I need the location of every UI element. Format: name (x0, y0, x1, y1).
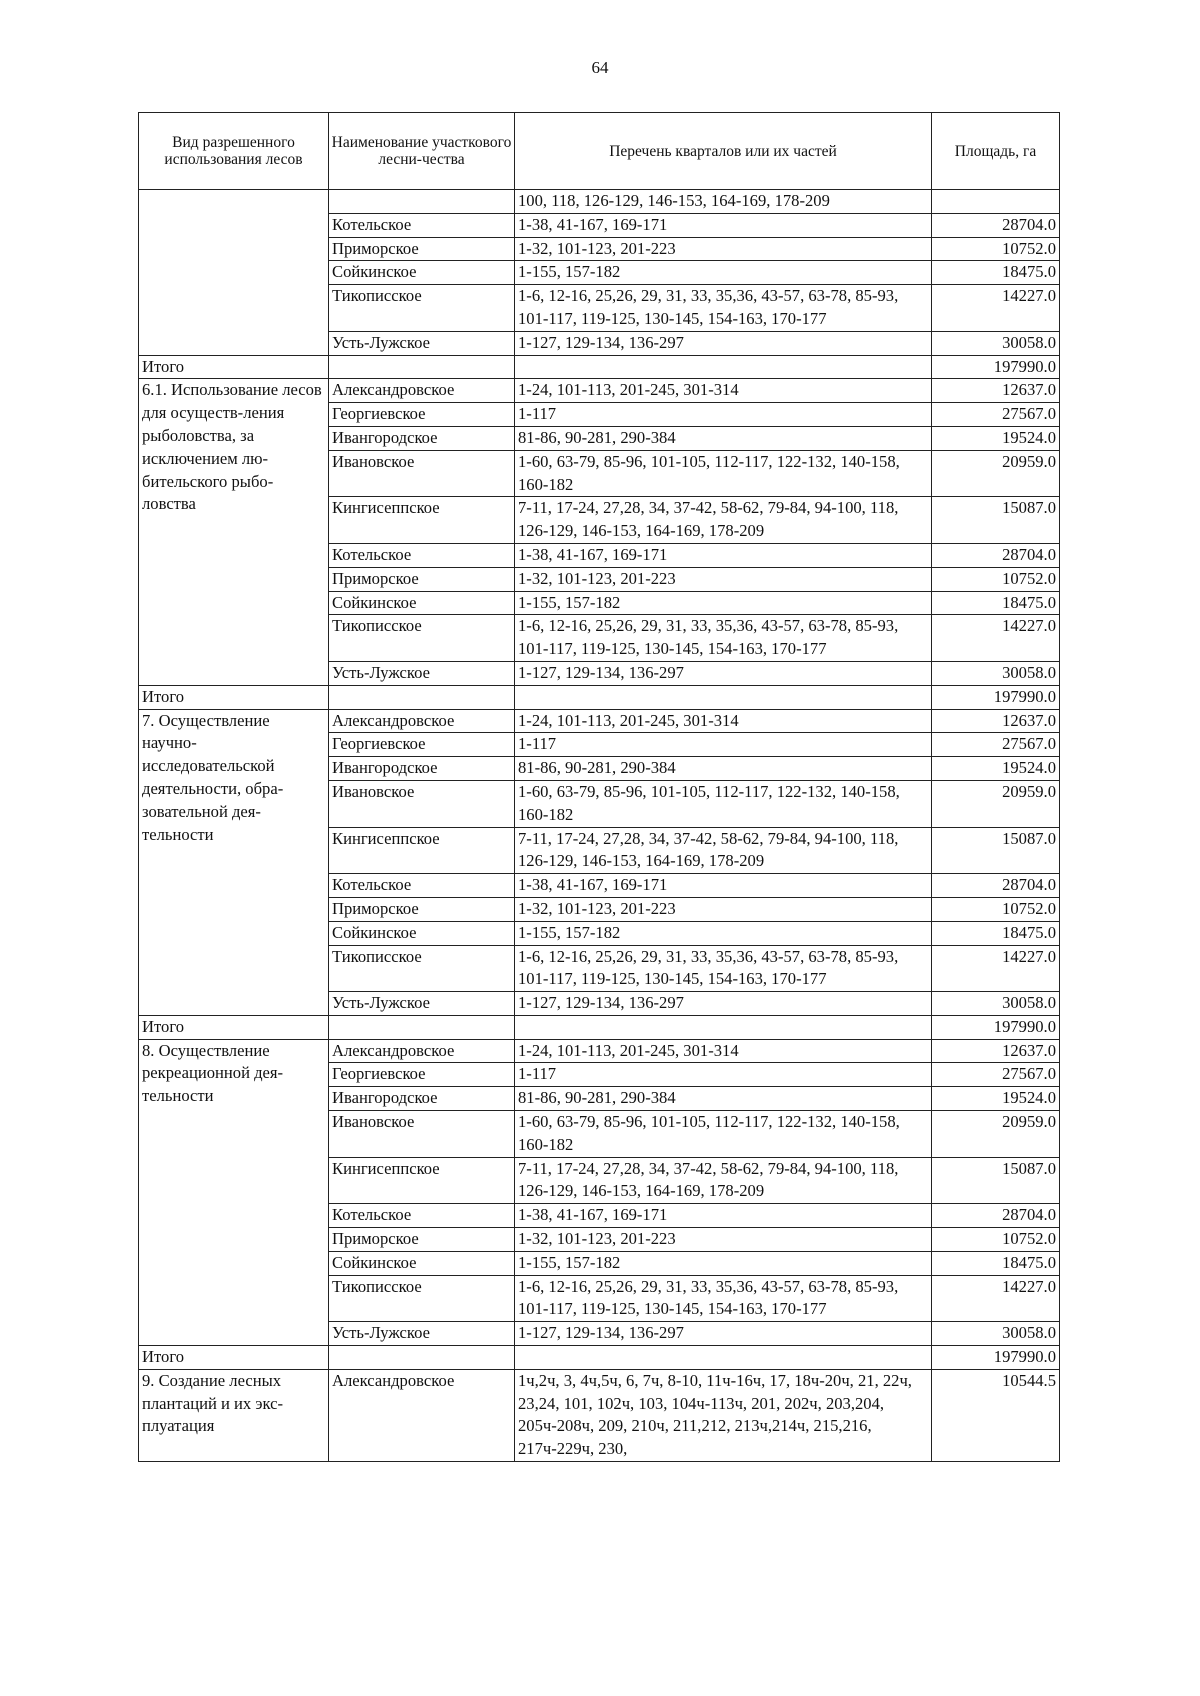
quarters-cell: 1-32, 101-123, 201-223 (515, 897, 932, 921)
quarters-cell: 1-155, 157-182 (515, 921, 932, 945)
header-area: Площадь, га (932, 113, 1060, 190)
quarters-cell: 1-38, 41-167, 169-171 (515, 874, 932, 898)
forestry-name-cell: Котельское (329, 1204, 515, 1228)
total-label: Итого (139, 1015, 329, 1039)
area-cell: 15087.0 (932, 497, 1060, 544)
forestry-name-cell: Котельское (329, 543, 515, 567)
table-row (139, 1039, 1060, 1063)
forestry-name-cell: Тикописское (329, 945, 515, 992)
header-usage-type: Вид разрешенного использования лесов (139, 113, 329, 190)
quarters-cell: 1-155, 157-182 (515, 261, 932, 285)
quarters-cell: 1-60, 63-79, 85-96, 101-105, 112-117, 122-132, 140-158, 160-182 (515, 1111, 932, 1158)
total-area-cell: 197990.0 (932, 1346, 1060, 1370)
total-area-cell: 197990.0 (932, 685, 1060, 709)
area-cell (932, 190, 1060, 214)
area-cell: 27567.0 (932, 1063, 1060, 1087)
quarters-cell: 1-32, 101-123, 201-223 (515, 1228, 932, 1252)
forestry-name-cell: Георгиевское (329, 403, 515, 427)
quarters-cell: 1-24, 101-113, 201-245, 301-314 (515, 1039, 932, 1063)
forestry-name-cell: Усть-Лужское (329, 331, 515, 355)
quarters-cell: 7-11, 17-24, 27,28, 34, 37-42, 58-62, 79-84, 94-100, 118, 126-129, 146-153, 164-169, 178-209 (515, 497, 932, 544)
quarters-cell: 1-155, 157-182 (515, 591, 932, 615)
quarters-cell: 1ч,2ч, 3, 4ч,5ч, 6, 7ч, 8-10, 11ч-16ч, 17, 18ч-20ч, 21, 22ч, 23,24, 101, 102ч, 103, 104ч-113ч, 201, 202ч, 203,204, 205ч-208ч, 209, 210ч, 211,212, 213ч,214ч, 215,216, 217ч-229ч, 230, (515, 1369, 932, 1461)
total-area-cell: 197990.0 (932, 1015, 1060, 1039)
area-cell: 10752.0 (932, 897, 1060, 921)
forestry-name-cell: Усть-Лужское (329, 992, 515, 1016)
forestry-name-cell: Ивановское (329, 1111, 515, 1158)
area-cell: 20959.0 (932, 450, 1060, 497)
quarters-cell: 81-86, 90-281, 290-384 (515, 757, 932, 781)
area-cell: 14227.0 (932, 285, 1060, 332)
forestry-name-cell: Георгиевское (329, 733, 515, 757)
quarters-cell: 1-117 (515, 733, 932, 757)
forestry-name-cell: Александровское (329, 1369, 515, 1461)
forestry-name-cell: Сойкинское (329, 261, 515, 285)
quarters-cell: 1-127, 129-134, 136-297 (515, 1322, 932, 1346)
usage-category-cell: 7. Осуществление научно-исследовательской деятельности, обра-зовательной дея-тельности (139, 709, 329, 1015)
forestry-name-cell: Александровское (329, 709, 515, 733)
total-row (139, 1015, 1060, 1039)
area-cell: 10752.0 (932, 567, 1060, 591)
blank-cell (515, 1346, 932, 1370)
quarters-cell: 7-11, 17-24, 27,28, 34, 37-42, 58-62, 79-84, 94-100, 118, 126-129, 146-153, 164-169, 178-209 (515, 1157, 932, 1204)
area-cell: 10752.0 (932, 237, 1060, 261)
header-forestry-name: Наименование участкового лесни-чества (329, 113, 515, 190)
area-cell: 18475.0 (932, 921, 1060, 945)
area-cell: 28704.0 (932, 543, 1060, 567)
usage-category-cell (139, 190, 329, 356)
quarters-cell: 100, 118, 126-129, 146-153, 164-169, 178-209 (515, 190, 932, 214)
forestry-name-cell: Александровское (329, 1039, 515, 1063)
table-row (139, 190, 1060, 214)
area-cell: 18475.0 (932, 1251, 1060, 1275)
forestry-name-cell: Ивангородское (329, 1087, 515, 1111)
area-cell: 14227.0 (932, 615, 1060, 662)
area-cell: 19524.0 (932, 757, 1060, 781)
forestry-name-cell (329, 190, 515, 214)
forestry-name-cell: Приморское (329, 567, 515, 591)
total-row (139, 355, 1060, 379)
area-cell: 28704.0 (932, 874, 1060, 898)
forestry-name-cell: Тикописское (329, 1275, 515, 1322)
total-row (139, 1346, 1060, 1370)
forestry-name-cell: Кингисеппское (329, 827, 515, 874)
area-cell: 12637.0 (932, 709, 1060, 733)
usage-category-cell: 9. Создание лесных плантаций и их экс-плуатация (139, 1369, 329, 1461)
quarters-cell: 1-60, 63-79, 85-96, 101-105, 112-117, 122-132, 140-158, 160-182 (515, 780, 932, 827)
usage-category-cell: 8. Осуществление рекреационной дея-тельности (139, 1039, 329, 1345)
quarters-cell: 1-38, 41-167, 169-171 (515, 543, 932, 567)
page-number: 64 (591, 58, 609, 77)
blank-cell (515, 685, 932, 709)
blank-cell (329, 685, 515, 709)
blank-cell (329, 1015, 515, 1039)
forestry-name-cell: Котельское (329, 874, 515, 898)
area-cell: 19524.0 (932, 426, 1060, 450)
table-body (139, 190, 1060, 1462)
total-row (139, 685, 1060, 709)
quarters-cell: 1-24, 101-113, 201-245, 301-314 (515, 709, 932, 733)
forestry-name-cell: Ивановское (329, 450, 515, 497)
quarters-cell: 1-155, 157-182 (515, 1251, 932, 1275)
quarters-cell: 1-127, 129-134, 136-297 (515, 661, 932, 685)
area-cell: 14227.0 (932, 1275, 1060, 1322)
quarters-cell: 1-38, 41-167, 169-171 (515, 213, 932, 237)
forestry-name-cell: Усть-Лужское (329, 1322, 515, 1346)
area-cell: 19524.0 (932, 1087, 1060, 1111)
quarters-cell: 81-86, 90-281, 290-384 (515, 1087, 932, 1111)
total-label: Итого (139, 355, 329, 379)
area-cell: 20959.0 (932, 780, 1060, 827)
forestry-name-cell: Приморское (329, 897, 515, 921)
blank-cell (515, 1015, 932, 1039)
total-label: Итого (139, 1346, 329, 1370)
area-cell: 14227.0 (932, 945, 1060, 992)
forestry-name-cell: Тикописское (329, 285, 515, 332)
header-quarters-list: Перечень кварталов или их частей (515, 113, 932, 190)
area-cell: 18475.0 (932, 591, 1060, 615)
forestry-name-cell: Ивангородское (329, 757, 515, 781)
forestry-name-cell: Приморское (329, 1228, 515, 1252)
quarters-cell: 1-6, 12-16, 25,26, 29, 31, 33, 35,36, 43-57, 63-78, 85-93, 101-117, 119-125, 130-145, 154-163, 170-177 (515, 615, 932, 662)
total-area-cell: 197990.0 (932, 355, 1060, 379)
area-cell: 12637.0 (932, 1039, 1060, 1063)
area-cell: 30058.0 (932, 661, 1060, 685)
table-row (139, 709, 1060, 733)
forestry-name-cell: Кингисеппское (329, 1157, 515, 1204)
area-cell: 30058.0 (932, 992, 1060, 1016)
blank-cell (515, 355, 932, 379)
forestry-name-cell: Ивановское (329, 780, 515, 827)
quarters-cell: 1-6, 12-16, 25,26, 29, 31, 33, 35,36, 43-57, 63-78, 85-93, 101-117, 119-125, 130-145, 154-163, 170-177 (515, 945, 932, 992)
forestry-name-cell: Сойкинское (329, 1251, 515, 1275)
blank-cell (329, 355, 515, 379)
area-cell: 18475.0 (932, 261, 1060, 285)
forestry-name-cell: Георгиевское (329, 1063, 515, 1087)
forest-use-table (138, 112, 1060, 1462)
area-cell: 15087.0 (932, 827, 1060, 874)
quarters-cell: 1-127, 129-134, 136-297 (515, 992, 932, 1016)
area-cell: 28704.0 (932, 1204, 1060, 1228)
table-row (139, 379, 1060, 403)
area-cell: 30058.0 (932, 1322, 1060, 1346)
quarters-cell: 1-38, 41-167, 169-171 (515, 1204, 932, 1228)
forestry-name-cell: Сойкинское (329, 921, 515, 945)
area-cell: 20959.0 (932, 1111, 1060, 1158)
area-cell: 27567.0 (932, 403, 1060, 427)
area-cell: 30058.0 (932, 331, 1060, 355)
quarters-cell: 1-127, 129-134, 136-297 (515, 331, 932, 355)
quarters-cell: 7-11, 17-24, 27,28, 34, 37-42, 58-62, 79-84, 94-100, 118, 126-129, 146-153, 164-169, 178-209 (515, 827, 932, 874)
area-cell: 28704.0 (932, 213, 1060, 237)
area-cell: 15087.0 (932, 1157, 1060, 1204)
forestry-name-cell: Усть-Лужское (329, 661, 515, 685)
forestry-name-cell: Котельское (329, 213, 515, 237)
forestry-name-cell: Сойкинское (329, 591, 515, 615)
quarters-cell: 1-60, 63-79, 85-96, 101-105, 112-117, 122-132, 140-158, 160-182 (515, 450, 932, 497)
table-header-row (139, 113, 1060, 190)
total-label: Итого (139, 685, 329, 709)
quarters-cell: 1-24, 101-113, 201-245, 301-314 (515, 379, 932, 403)
blank-cell (329, 1346, 515, 1370)
area-cell: 12637.0 (932, 379, 1060, 403)
area-cell: 10752.0 (932, 1228, 1060, 1252)
quarters-cell: 81-86, 90-281, 290-384 (515, 426, 932, 450)
area-cell: 10544.5 (932, 1369, 1060, 1461)
forestry-name-cell: Ивангородское (329, 426, 515, 450)
forestry-name-cell: Приморское (329, 237, 515, 261)
area-cell: 27567.0 (932, 733, 1060, 757)
quarters-cell: 1-32, 101-123, 201-223 (515, 237, 932, 261)
usage-category-cell: 6.1. Использование лесов для осуществ-ления рыболовства, за исключением лю-бительского рыбо-ловства (139, 379, 329, 685)
quarters-cell: 1-117 (515, 1063, 932, 1087)
forestry-name-cell: Александровское (329, 379, 515, 403)
quarters-cell: 1-117 (515, 403, 932, 427)
table-row (139, 1369, 1060, 1461)
forestry-name-cell: Тикописское (329, 615, 515, 662)
quarters-cell: 1-32, 101-123, 201-223 (515, 567, 932, 591)
quarters-cell: 1-6, 12-16, 25,26, 29, 31, 33, 35,36, 43-57, 63-78, 85-93, 101-117, 119-125, 130-145, 154-163, 170-177 (515, 285, 932, 332)
forestry-name-cell: Кингисеппское (329, 497, 515, 544)
quarters-cell: 1-6, 12-16, 25,26, 29, 31, 33, 35,36, 43-57, 63-78, 85-93, 101-117, 119-125, 130-145, 154-163, 170-177 (515, 1275, 932, 1322)
